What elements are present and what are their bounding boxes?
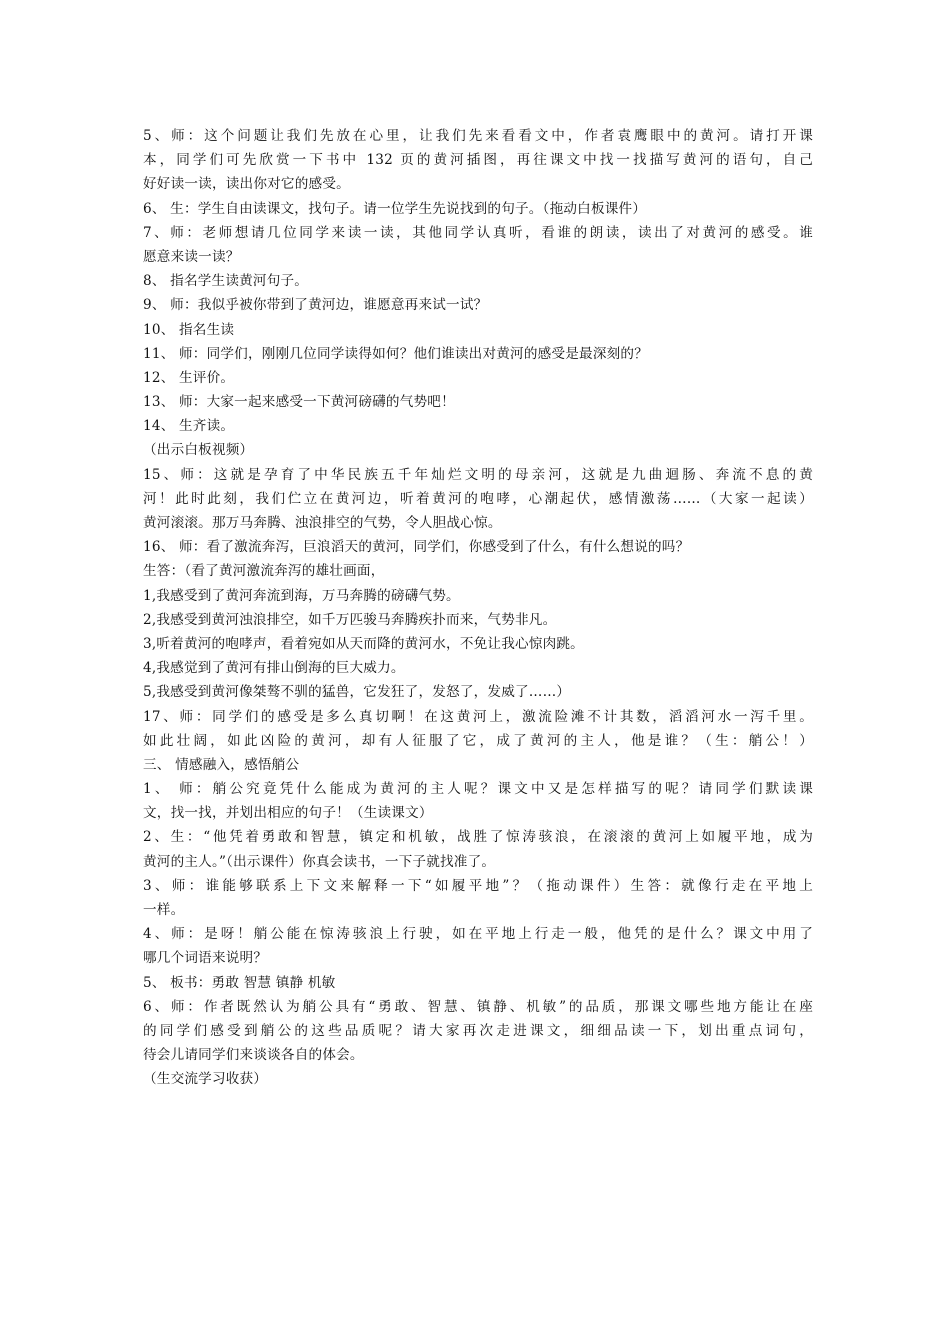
text-line: 4、师：是呀！艄公能在惊涛骇浪上行驶，如在平地上行走一般，他凭的是什么？课文中用了 xyxy=(143,926,813,943)
text-line: （生交流学习收获） xyxy=(143,1071,268,1088)
text-line: 愿意来读一读？ xyxy=(143,248,240,265)
text-line: 5,我感受到黄河像桀骜不驯的猛兽，它发狂了，发怒了，发威了……） xyxy=(143,684,571,701)
text-line: 三、 情感融入，感悟艄公 xyxy=(143,756,300,773)
text-line: 7、师：老师想请几位同学来读一读，其他同学认真听，看谁的朗读，读出了对黄河的感受。谁 xyxy=(143,224,813,241)
text-line: 15、师：这就是孕育了中华民族五千年灿烂文明的母亲河，这就是九曲迴肠、奔流不息的黄 xyxy=(143,466,813,483)
text-line: 哪几个词语来说明？ xyxy=(143,950,268,967)
text-line: 5、师：这个问题让我们先放在心里，让我们先来看看文中，作者袁鹰眼中的黄河。请打开课 xyxy=(143,128,813,144)
text-line: 8、 指名学生读黄河句子。 xyxy=(143,273,309,290)
text-line: 10、 指名生读 xyxy=(143,321,235,338)
text-line: 14、 生齐读。 xyxy=(143,418,235,435)
text-line: 2、生：“他凭着勇敢和智慧，镇定和机敏，战胜了惊涛骇浪，在滚滚的黄河上如履平地，成为 xyxy=(143,829,813,846)
text-line: （出示白板视频） xyxy=(143,442,254,459)
text-line: 1,我感受到了黄河奔流到海，万马奔腾的磅礴气势。 xyxy=(143,587,460,604)
text-line: 的同学们感受到艄公的这些品质呢？请大家再次走进课文，细细品读一下，划出重点词句， xyxy=(143,1022,813,1039)
text-line: 待会儿请同学们来谈谈各自的体会。 xyxy=(143,1047,364,1064)
text-line: 一样。 xyxy=(143,902,185,918)
text-line: 6、 生：学生自由读课文，找句子。请一位学生先说找到的句子。（拖动白板课件） xyxy=(143,200,647,217)
text-line: 黄河的主人。”（出示课件）你真会读书，一下子就找准了。 xyxy=(143,853,496,870)
text-line: 17、师：同学们的感受是多么真切啊！在这黄河上，激流险滩不计其数，滔滔河水一泻千里。 xyxy=(143,708,813,725)
text-line: 1、 师：艄公究竟凭什么能成为黄河的主人呢？课文中又是怎样描写的呢？请同学们默读课 xyxy=(143,781,813,798)
text-line: 3,听着黄河的咆哮声，看着宛如从天而降的黄河水，不免让我心惊肉跳。 xyxy=(143,635,584,652)
text-line: 12、 生评价。 xyxy=(143,369,235,386)
text-line: 黄河滚滚。那万马奔腾、浊浪排空的气势，令人胆战心惊。 xyxy=(143,515,502,531)
document-body xyxy=(143,124,813,1092)
text-line: 文，找一找，并划出相应的句子！（生读课文） xyxy=(143,805,433,822)
text-line: 本，同学们可先欣赏一下书中 132 页的黄河插图，再往课文中找一找描写黄河的语句，自己 xyxy=(143,152,813,169)
text-line: 好好读一读，读出你对它的感受。 xyxy=(143,176,350,193)
text-line: 2,我感受到黄河浊浪排空，如千万匹骏马奔腾疾扑而来，气势非凡。 xyxy=(143,611,557,628)
text-line: 9、 师：我似乎被你带到了黄河边，谁愿意再来试一试？ xyxy=(143,297,488,314)
text-line: 6、师：作者既然认为艄公具有“勇敢、智慧、镇静、机敏”的品质，那课文哪些地方能让在座 xyxy=(143,998,813,1015)
text-line: 3、师：谁能够联系上下文来解释一下“如履平地”？（拖动课件）生答：就像行走在平地上 xyxy=(143,877,813,894)
text-line: 河！此时此刻，我们伫立在黄河边，听着黄河的咆哮，心潮起伏，感情激荡……（大家一起读） xyxy=(143,490,813,507)
text-line: 11、 师：同学们，刚刚几位同学读得如何？他们谁读出对黄河的感受是最深刻的？ xyxy=(143,345,648,362)
text-line: 生答：（看了黄河激流奔泻的雄壮画面， xyxy=(143,563,385,580)
text-line: 13、 师：大家一起来感受一下黄河磅礴的气势吧！ xyxy=(143,394,455,411)
text-line: 16、 师：看了激流奔泻，巨浪滔天的黄河，同学们，你感受到了什么，有什么想说的吗？ xyxy=(143,539,690,556)
text-line: 如此壮阔，如此凶险的黄河，却有人征服了它，成了黄河的主人，他是谁？（生：艄公！） xyxy=(143,732,813,749)
text-line: 5、 板书：勇敢 智慧 镇静 机敏 xyxy=(143,974,336,991)
text-line: 4,我感觉到了黄河有排山倒海的巨大威力。 xyxy=(143,660,405,677)
